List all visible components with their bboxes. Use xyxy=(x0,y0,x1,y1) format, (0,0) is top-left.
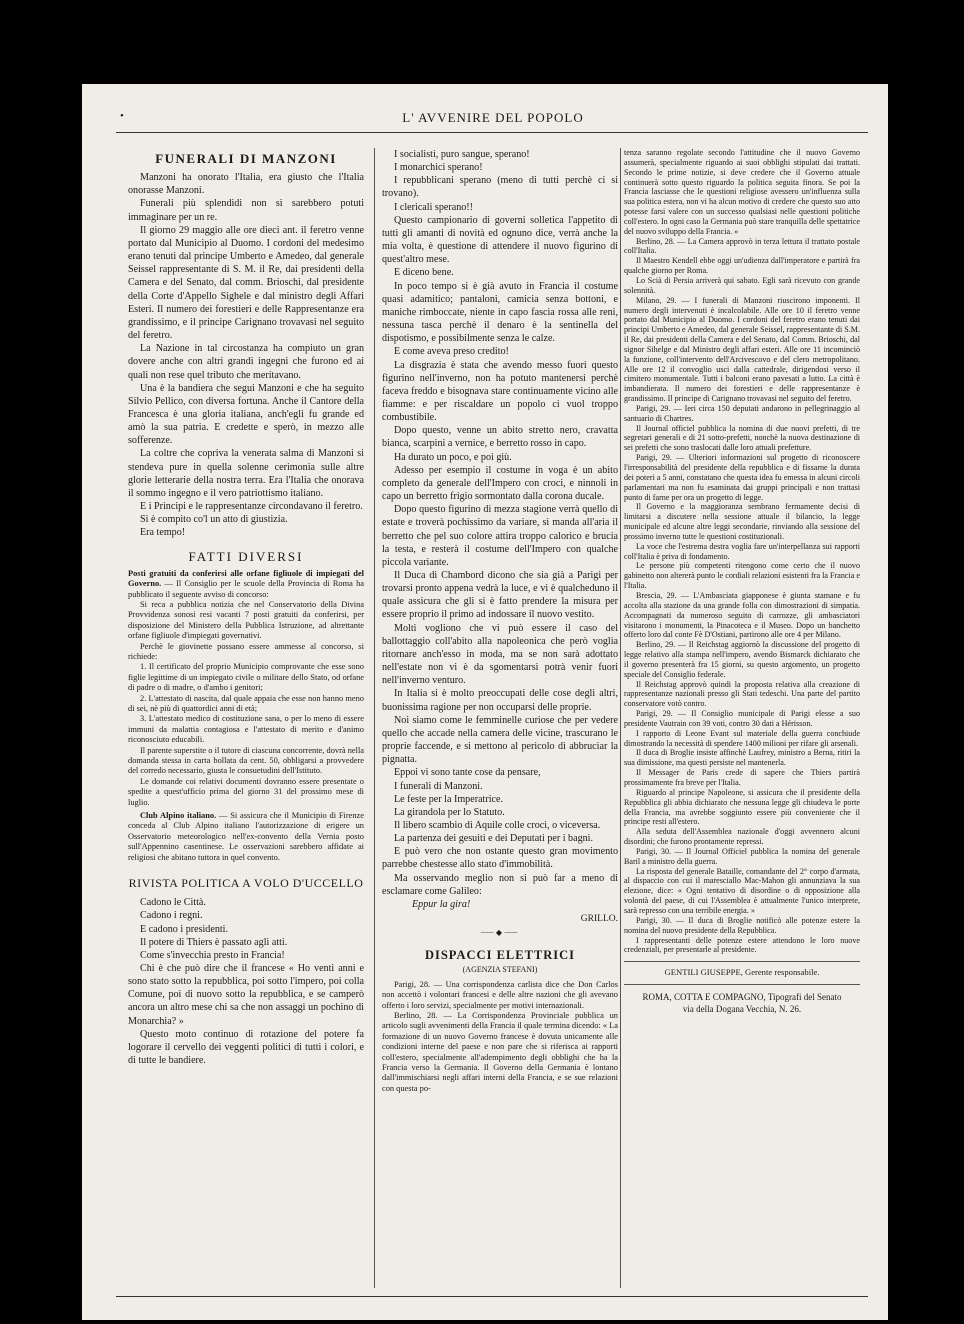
paragraph: Il parente superstite o il tutore di ciascuna concorrente, dovrà nella domanda stessa in carta bollata da cent. 50, obbligarsi a provvedere del corredo necessario, giusta le consuetudini dell'Istituto. xyxy=(128,745,364,776)
line: Cadono le Città. xyxy=(140,897,206,909)
paragraph: E come aveva preso credito! xyxy=(394,346,509,358)
dispatch: Parigi, 29. — Ulteriori informazioni sul progetto di riconoscere l'irresponsabilità del presidente della repubblica e di fissarne la durata dei poteri a 5 anni, constatano che questa idea fu emessa in alcuni circoli parlamentari ma non fu esaminata dai gruppi principali e non trattasi punto di farne per ora un progetto di legge. xyxy=(624,453,860,502)
column-divider xyxy=(620,148,621,1288)
dispatch: Parigi, 29. — Ieri circa 150 deputati andarono in pellegrinaggio al santuario di Chartres. xyxy=(624,403,860,423)
column-divider xyxy=(374,148,375,1288)
paragraph: Dopo questo figurino di mezza stagione verrà quello di estate e troverà pochissimo da variare, si manda all'aria il berretto che pel suo colore attira troppo calorico e brucia la testa, e resterà il costume dell'Impero con qualche piccola variante. xyxy=(382,504,618,568)
paragraph: Noi siamo come le femminelle curiose che per vedere quello che accade nella camera delle vicine, trascurano le proprie faccende, e si mettono al pericolo di abbruciar la pignatta. xyxy=(382,714,618,766)
rivista-heading: RIVISTA POLITICA A VOLO D'UCCELLO xyxy=(128,876,364,891)
line: I monarchici sperano! xyxy=(394,162,483,174)
dispatch: Berlino, 28. — La Corrispondenza Provinciale pubblica un articolo sugli avvenimenti della Francia il quale termina dicendo: « La formazione di un nuovo Governo francese è dovuta unicamente alle condizioni interne del paese e non pare che si riferisca ai rapporti coll'estero, specialmente all'adempimento degli obblighi che ha la Francia verso la Germania. Il Governo della Germania è lontano dall'immischiarsi negli affari interni della Francia, e se sue relazioni con questa po- xyxy=(382,1010,618,1093)
paragraph: 3. L'attestato medico di costituzione sana, o per lo meno di essere immuni da malattia contagiosa e l'attestato di merito e d'animo riconosciuto educabili. xyxy=(128,714,364,745)
funerali-heading: FUNERALI DI MANZONI xyxy=(155,151,337,166)
paragraph: La coltre che copriva la venerata salma di Manzoni si stendeva pure in quella solenne cerimonia sulle altre glorie letterarie della nostra terra. Era l'Italia che onorava il sommo ingegno e il vero patriottismo italiano. xyxy=(128,448,364,499)
line: Il potere di Thiers è passato agli atti. xyxy=(140,936,288,948)
paragraph: La partenza dei gesuiti e dei Deputati per i bagni. xyxy=(394,833,593,845)
paragraph: Questo moto continuo di rotazione del potere fa logorare il cervello dei veggenti politici di tutti i colori, e di tutte le bandiere. xyxy=(128,1028,364,1067)
paragraph: Era tempo! xyxy=(140,527,186,539)
line: La girandola per lo Statuto. xyxy=(394,806,505,818)
paragraph: Si è compito co'l un atto di giustizia. xyxy=(140,514,288,526)
dispatch: I rappresentanti delle potenze estere attendono le loro nuove credenziali, per presentarle al presidente. xyxy=(624,935,860,955)
column-3 xyxy=(624,148,860,1288)
imprint-line: via della Dogana Vecchia, N. 26. xyxy=(682,1004,802,1015)
imprint-line: ROMA, COTTA E COMPAGNO, Tipografi del Senato xyxy=(642,992,842,1003)
paragraph: La Nazione in tal circostanza ha compiuto un gran dovere anche con altri grandi ingegni che furono ed ai quali non rese quel tributo che meritavano. xyxy=(128,343,364,381)
paragraph: Manzoni ha onorato l'Italia, era giusto che l'Italia onorasse Manzoni. xyxy=(128,172,364,197)
page-header xyxy=(118,110,868,128)
dispatch: Berlino, 28. — La Camera approvò in terza lettura il trattato postale coll'Italia. xyxy=(624,236,860,256)
line: I repubblicani sperano (meno di tutti perchè ci si trovano). xyxy=(382,175,618,200)
ornament-divider: ⸺◆⸺ xyxy=(480,928,520,938)
dispatch: Il Messager de Paris crede di sapere che Thiers partirà prossimamente fra breve per l'Italia. xyxy=(624,768,860,787)
dispatch: Il duca di Broglie insiste affinchè Laufrey, ministro a Berna, ritiri la sua dimissione, ma questi persiste nel mantenerla. xyxy=(624,748,860,768)
posti-heading: Posti gratuiti da conferirsi alle orfane figliuole di impiegati del Governo. xyxy=(128,568,364,589)
dispacci-heading: DISPACCI ELETTRICI xyxy=(424,948,576,963)
paragraph: In Italia si è molto preoccupati delle cose degli altri, buonissima ragione per non occuparsi delle proprie. xyxy=(382,688,618,713)
divider xyxy=(624,961,860,962)
dispatch: Parigi, 30. — Il Journal Officiel pubblica la nomina del generale Baril a ministro della guerra. xyxy=(624,846,860,866)
dispatch: Lo Scià di Persia arriverà qui sabato. Egli sarà ricevuto con grande solennità. xyxy=(624,275,860,295)
page-mark: • xyxy=(120,110,125,122)
line: I clericali sperano!! xyxy=(394,201,474,213)
paragraph: Una è la bandiera che segui Manzoni e che ha seguito Silvio Pellico, con diversa fortuna. Anche il Cantore della Francesca è una gloria italiana, anch'egli fu grande ed amò la sua patria. E credette e sperò, in mezzo alle sofferenze. xyxy=(128,382,364,447)
dispatch: Le persone più competenti ritengono come certo che il nuovo gabinetto non altererà punto le cordiali relazioni esistenti fra la Francia e l'Italia. xyxy=(624,561,860,591)
divider xyxy=(624,984,860,985)
dispatch: Brescia, 29. — L'Ambasciata giapponese è giunta stamane e fu accolta alla stazione da una grande folla con dimostrazioni di simpatia. Accompagnati da numeroso seguito di carrozze, gli ambasciatori visitarono i monumenti, la Pinacoteca e il Museo. Dopo un banchetto offerto loro dal conte Fè D'Ostiani, partirono alle ore 4 per Milano. xyxy=(624,590,860,640)
column-1 xyxy=(128,148,364,1288)
paragraph: E diceno bene. xyxy=(394,267,454,279)
posti-intro: — Il Consiglio per le scuole della Provincia di Roma ha pubblicato il seguente avviso di concorso: xyxy=(128,579,364,599)
dispatch: La risposta del generale Bataille, comandante del 2° corpo d'armata, al dispaccio con cui il maresciallo Mac-Mahon gli annunziava la sua elezione, dice: « Ogni tentativo di disordine o di opposizione alla volontà del paese, di cui l'Assemblea è attualmente l'unico interprete, sarà represso con una terribile energia. » xyxy=(624,866,860,915)
dispatch: Il Reichstag approvò quindi la proposta relativa alla creazione di rappresentanze nazionali presso gli Stati tedeschi. Una parte del partito conservatore votò contro. xyxy=(624,679,860,709)
dispatch: Parigi, 28. — Una corrispondenza carlista dice che Don Carlos non accettò i volontari francesi e delle altre nazioni che gli avevano offerto i loro servizi, specialmente per motivi internazionali. xyxy=(382,979,618,1010)
header-rule xyxy=(116,132,868,133)
dispatch: Parigi, 30. — Il duca di Broglie notificò alle potenze estere la nomina del nuovo presidente della Repubblica. xyxy=(624,915,860,935)
newspaper-title: L' AVVENIRE DEL POPOLO xyxy=(402,110,584,125)
dispatch: Riguardo al principe Napoleone, si assicura che il presidente della Repubblica gli abbia dichiarato che nessuna legge gli chiudeva le porte della Francia, ma avrebbe soggiunto essere più conveniente che il principe resti all'estero. xyxy=(624,787,860,827)
paragraph: 1. Il certificato del proprio Municipio comprovante che esse sono figlie legittime di un impiegato civile o militare dello Stato, od orfane di padre o di madre, o d'ambo i genitori; xyxy=(128,662,364,693)
paragraph: Molti vogliono che vi può essere il caso del ballottaggio coll'abito alla napoleonica che però voglia ritornare anch'esso in moda, ma se non sarà adottato nell'estate non vi è da sgomentarsi potrà venir fuori nell'inverno venturo. xyxy=(382,622,618,687)
paragraph: La disgrazia è stata che avendo messo fuori questo figurino nell'inverno, non ha potuto mantenersi perchè faceva freddo e bisognava stare continuamente vicino alle fiamme: e per riscaldare un popolo ci vuol troppo combustibile. xyxy=(382,359,618,424)
line: I funerali di Manzoni. xyxy=(394,780,483,792)
paragraph: Il libero scambio di Aquile colle croci, o viceversa. xyxy=(394,819,601,831)
paragraph: Eppoi vi sono tante cose da pensare, xyxy=(394,767,541,779)
line: Le feste per la Imperatrice. xyxy=(394,793,504,805)
paragraph: Le domande coi relativi documenti dovranno essere presentate o spedite a quest'ufficio prima del giorno 31 del prossimo mese di luglio. xyxy=(128,776,364,807)
line: Cadono i regni. xyxy=(140,910,203,922)
dispatch: La voce che l'estrema destra voglia fare un'interpellanza sui rapporti coll'Italia è priva di fondamento. xyxy=(624,541,860,561)
club-alpino-article xyxy=(128,811,364,863)
paragraph: Ha durato un poco, e poi giù. xyxy=(394,451,512,463)
quote: Eppur la gira! xyxy=(412,898,471,910)
dispatch: Parigi, 29. — Il Consiglio municipale di Parigi elesse a suo presidente Vautrain con 39 voti, contro 30 dati a Hérisson. xyxy=(624,709,860,728)
paragraph: Adesso per esempio il costume in voga è un abito completo da generale dell'Impero con croci, e ninnoli in capo un berretto frigio sormontato dalla corona ducale. xyxy=(382,464,618,503)
newspaper-page xyxy=(82,84,888,1320)
fatti-diversi-heading: FATTI DIVERSI xyxy=(188,548,304,564)
paragraph: Il Duca di Chambord dicono che sia già a Parigi per trovarsi pronto appena vedrà la luce, e vi è qualcheduno il quale assicura che gli si è fatto prendere la misura per essere proprio il primo ad indossare il nuovo vestito. xyxy=(382,570,618,621)
paragraph: In poco tempo si è già avuto in Francia il costume quasi adamitico; pantaloni, camicia senza bottoni, e maniche rimboccate, niente in capo fascia rossa alle reni, nessuna tasca perchè il denaro è la sentinella del dispotismo, e possibilmente senza le calze. xyxy=(382,280,618,345)
club-heading: Club Alpino italiano. xyxy=(140,811,217,821)
dispatch: Il Journal officiel pubblica la nomina di due nuovi prefetti, di tre segretari generali e di 21 sotto-prefetti, nonchè la nuova destinazione di sei prefetti che sono traslocati dalle loro attuali prefetture. xyxy=(624,423,860,453)
posti-article xyxy=(128,569,364,600)
dispatch: tenza saranno regolate secondo l'attitudine che il nuovo Governo assumerà, specialmente riguardo ai suoi obblighi stipulati dai trattati. Secondo le prime notizie, si deve credere che il Governo attuale continuerà sotto questo riguardo la politica seguita finora. Se poi la Francia lasciasse che le questioni religiose avessero un'influenza sulla sua politica estera, non vi ha alcun motivo di credere che questo suo atto potesse farsi valere con un successo qualsiasi nelle questioni politiche coll'estero. In ogni caso la Germania può stare tranquilla delle spettatrice del nuovo sviluppo della Francia. » xyxy=(624,148,860,236)
signature: GRILLO. xyxy=(580,914,618,925)
dispatch: I rapporto di Leone Evant sul materiale della guerra conchiude dimostrando la necessità di spendere 1400 milioni per rifare gli arsenali. xyxy=(624,728,860,748)
line: I socialisti, puro sangue, sperano! xyxy=(394,149,530,160)
paragraph: Il giorno 29 maggio alle ore dieci ant. il feretro venne portato dal Municipio al Duomo. I cordoni del medesimo erano tenuti dal principe Umberto e Amedeo, dal generale Seissel rappresentante di S. M. il Re, dai presidenti della Camera e del Senato, dal comm. Brioschi, dal presidente della Corte d'Appello Sighele e dal ministro degli Affari Esteri. Il numero dei forestieri e delle Rappresentanze era grandissimo, e il principe Carignano trovavasi nel seguito del feretro. xyxy=(128,224,364,342)
paragraph: Questo campionario di governi solletica l'appetito di tutti gli amanti di novità ed ognuno dice, verrà anche la mia volta, è questione di attendere il nuovo figurino di quest'altro mese. xyxy=(382,214,618,266)
paragraph: Ma osservando meglio non si può far a meno di esclamare come Galileo: xyxy=(382,872,618,897)
club-text: — Si assicura che il Municipio di Firenze conceda al Club Alpino italiano l'autorizzazione di erigere un Osservatorio meteorologico nell'ex-convento della Vernia posto sull'Appennino casentinese. Le osservazioni sarebbero affidate ai religiosi che abitano tuttora in quel convento. xyxy=(128,811,364,862)
paragraph: Si reca a pubblica notizia che nel Conservatorio della Divina Provvidenza sonosi resi vacanti 7 posti gratuiti da conferirsi, per disposizione del Ministero della Pubblica Istruzione, ad altrettante orfane figliuole d'impiegati governativi. xyxy=(128,599,364,641)
paragraph: Chi è che può dire che il francese « Ho venti anni e sono stato sotto la repubblica, poi sotto l'impero, poi colla Comune, poi di nuovo sotto la repubblica, e se camperò ancora un altro mese chi sa che non assaggi un pochino di Monarchia? » xyxy=(128,963,364,1027)
dispatch: Berlino, 29. — Il Reichstag aggiornò la discussione del progetto di legge relativo alla stampa nell'impero, avendo Bismarck dichiarato che il governo presenterà fra 15 giorni, su questo argomento, un progetto speciale del Consiglio federale. xyxy=(624,640,860,679)
line: E cadono i presidenti. xyxy=(140,923,229,935)
dispatch: Alla seduta dell'Assemblea nazionale d'oggi avvennero alcuni disordini; che furono prontamente repressi. xyxy=(624,827,860,847)
gerente-line: GENTILI GIUSEPPE, Gerente responsabile. xyxy=(664,967,820,978)
paragraph: Funerali più splendidi non si sarebbero potuti immaginare per un re. xyxy=(128,198,364,223)
paragraph: E i Principi e le rappresentanze circondavano il feretro. xyxy=(140,501,363,513)
paragraph: Perchè le giovinette possano essere ammesse al concorso, si richiede: xyxy=(128,641,364,661)
paragraph: E può vero che non ostante questo gran movimento parrebbe chestesse allo stato d'immobilità. xyxy=(382,846,618,871)
dispatch: Il Governo e la maggioranza sembrano fermamente decisi di limitarsi a discutere nella sessione attuale il bilancio, la legge municipale ed alcune altre leggi secondarie, rinviando alla sessione del prossimo inverno tutte le questioni costituzionali. xyxy=(624,502,860,541)
dispatch: Milano, 29. — I funerali di Manzoni riuscirono imponenti. Il numero degli intervenuti è incalcolabile. Alle ore 10 il feretro venne portato dal Municipio al Duomo. I cordoni del feretro erano tenuti dai principi Umberto e Amedeo, dal generale Seissel, rappresentante di S.M. il Re, dai presidenti della Camera e del Senato, dal Comm. Brioschi, dal signor Sihelge e dal Ministro degli affari esteri. Alle ore 11 incominciò la funzione, coll'intervento dell'Arcivescovo e del clero metropolitano. Alle ore 12 il convoglio usci dalla cattedrale, dirigendosi verso il cimitero monumentale. Tutti i balconi erano pavesati a lutto. La città è imbandierata. Il numero dei forestieri e delle rappresentanze è grandissimo. Il principe di Carignano trovavasi nel seguito del feretro. xyxy=(624,295,860,404)
dispacci-subheading: (AGENZIA STEFANI) xyxy=(462,964,538,974)
paragraph: Dopo questo, venne un abito stretto nero, cravatta bianca, scarpini a vernice, e berretto rosso in capo. xyxy=(382,425,618,450)
paragraph: 2. L'attestato di nascita, dal quale appaia che esse non hanno meno di sei, nè più di quattordici anni di età; xyxy=(128,693,364,713)
footer-rule xyxy=(116,1296,868,1297)
column-2 xyxy=(382,148,618,1288)
line: Come s'invecchia presto in Francia! xyxy=(140,949,285,961)
dispatch: Il Maestro Kendell ebbe oggi un'udienza dall'imperatore e partirà fra qualche giorno per Roma. xyxy=(624,256,860,276)
